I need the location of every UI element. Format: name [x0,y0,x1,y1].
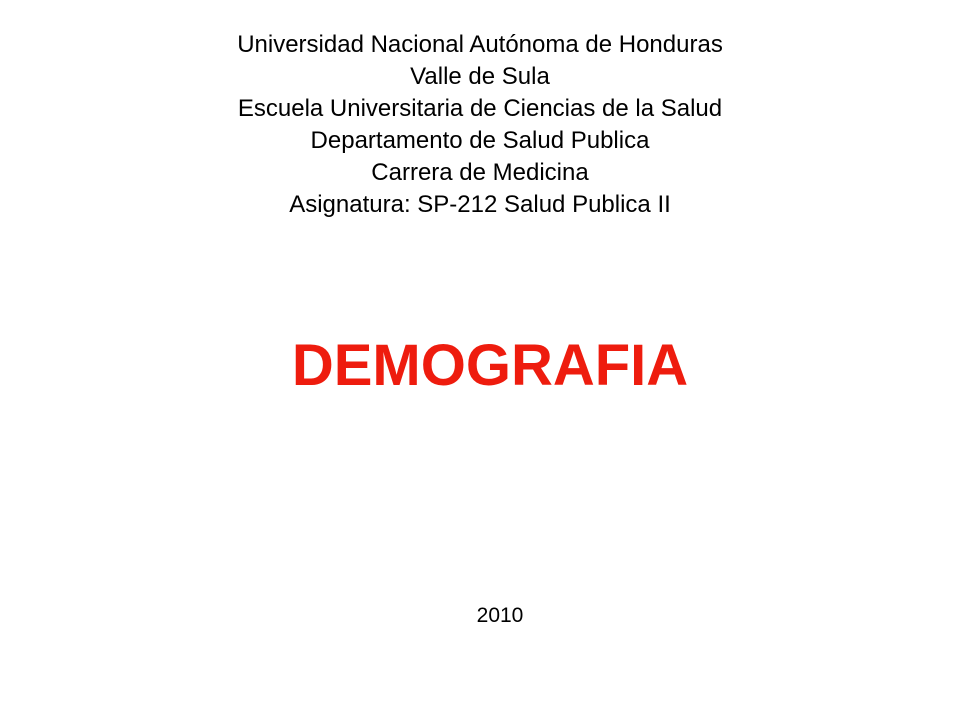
institution-header [0,29,960,221]
department-name: Departamento de Salud Publica [310,127,650,154]
year-label: 2010 [476,604,524,627]
school-name: Escuela Universitaria de Ciencias de la Salud [237,95,723,122]
university-name: Universidad Nacional Autónoma de Honduras [237,31,723,58]
slide-title: DEMOGRAFIA [291,333,689,398]
career-name: Carrera de Medicina [371,159,589,186]
campus-name: Valle de Sula [410,63,550,90]
course-name: Asignatura: SP-212 Salud Publica II [289,191,671,218]
